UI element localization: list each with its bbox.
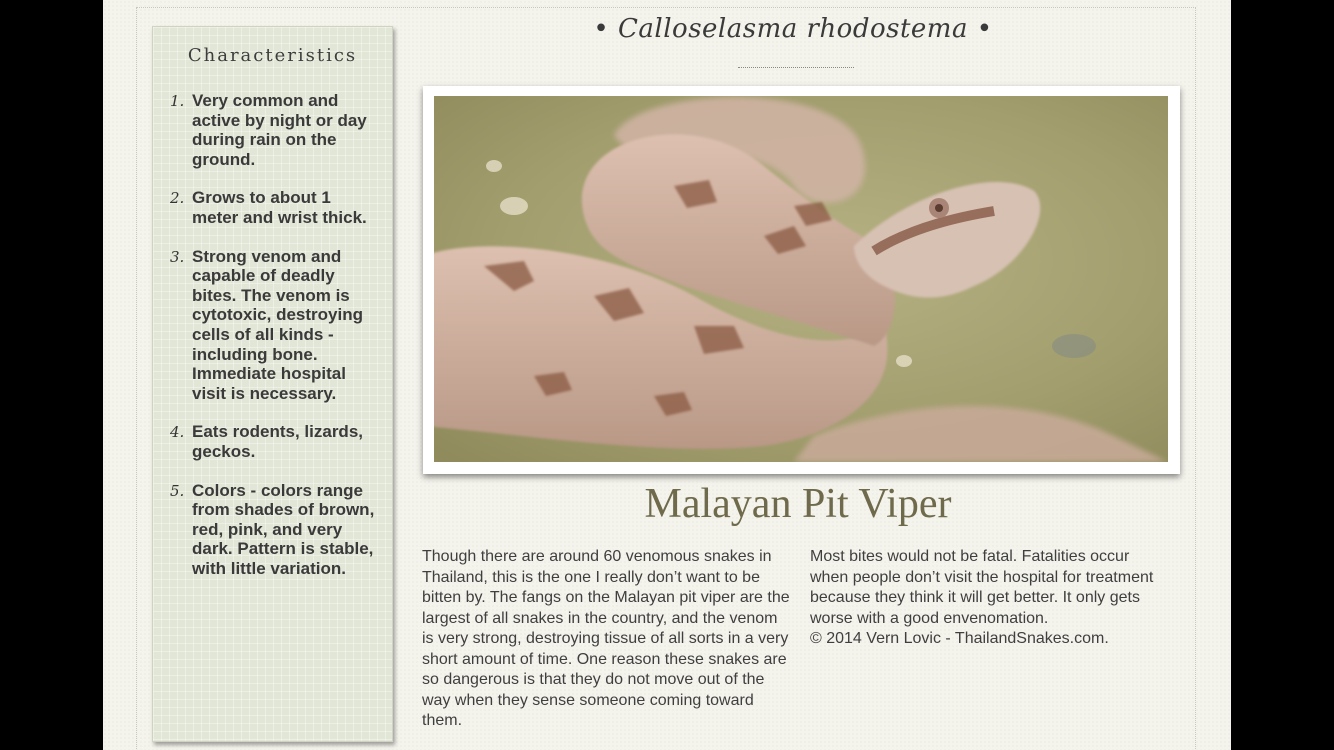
list-item — [163, 91, 378, 169]
list-number: 3. — [170, 247, 185, 266]
species-heading: • Calloselasma rhodostema • — [593, 14, 993, 44]
list-item-text: Very common and active by night or day during rain on the ground. — [192, 91, 367, 169]
list-item-text: Strong venom and capable of deadly bites. The venom is cytotoxic, destroying cells of all kinds - including bone. Immediate hospital visit is necessary. — [192, 246, 363, 403]
list-item — [163, 422, 378, 461]
list-number: 5. — [170, 481, 185, 500]
list-item-text: Grows to about 1 meter and wrist thick. — [192, 188, 367, 227]
characteristics-list — [163, 91, 378, 597]
page — [103, 0, 1231, 750]
photo-frame — [423, 86, 1180, 474]
snake-image — [434, 96, 1168, 462]
characteristics-card — [152, 26, 393, 742]
right-column — [810, 547, 1168, 650]
list-number: 4. — [170, 423, 185, 442]
list-item — [163, 247, 378, 404]
characteristics-title: Characteristics — [187, 45, 358, 66]
snake-photo — [434, 96, 1168, 462]
list-item-text: Eats rodents, lizards, geckos. — [192, 422, 363, 461]
snake-common-name: Malayan Pit Viper — [644, 481, 952, 527]
description-paragraph: Though there are around 60 venomous snakes in Thailand, this is the one I really don’t want to be bitten by. The fangs on the Malayan pit viper are the largest of all snakes in the country, and the venom is very strong, destroying tissue of all sorts in a very short amount of time. One reason these snakes are so dangerous is that they do not move out of the way when they sense someone coming toward them. — [422, 548, 790, 729]
bite-paragraph: Most bites would not be fatal. Fatalities occur when people don’t visit the hospital for treatment because they think it will get better. It only gets worse with a good envenomation. — [810, 548, 1154, 627]
list-item — [163, 188, 378, 227]
left-column — [422, 547, 792, 732]
copyright-text: © 2014 Vern Lovic - ThailandSnakes.com. — [810, 630, 1109, 647]
heading-divider — [738, 67, 854, 68]
list-number: 1. — [170, 92, 185, 110]
list-number: 2. — [170, 189, 185, 208]
list-item — [163, 481, 378, 579]
list-item-text: Colors - colors range from shades of brown, red, pink, and very dark. Pattern is stable, with little variation. — [192, 480, 375, 578]
